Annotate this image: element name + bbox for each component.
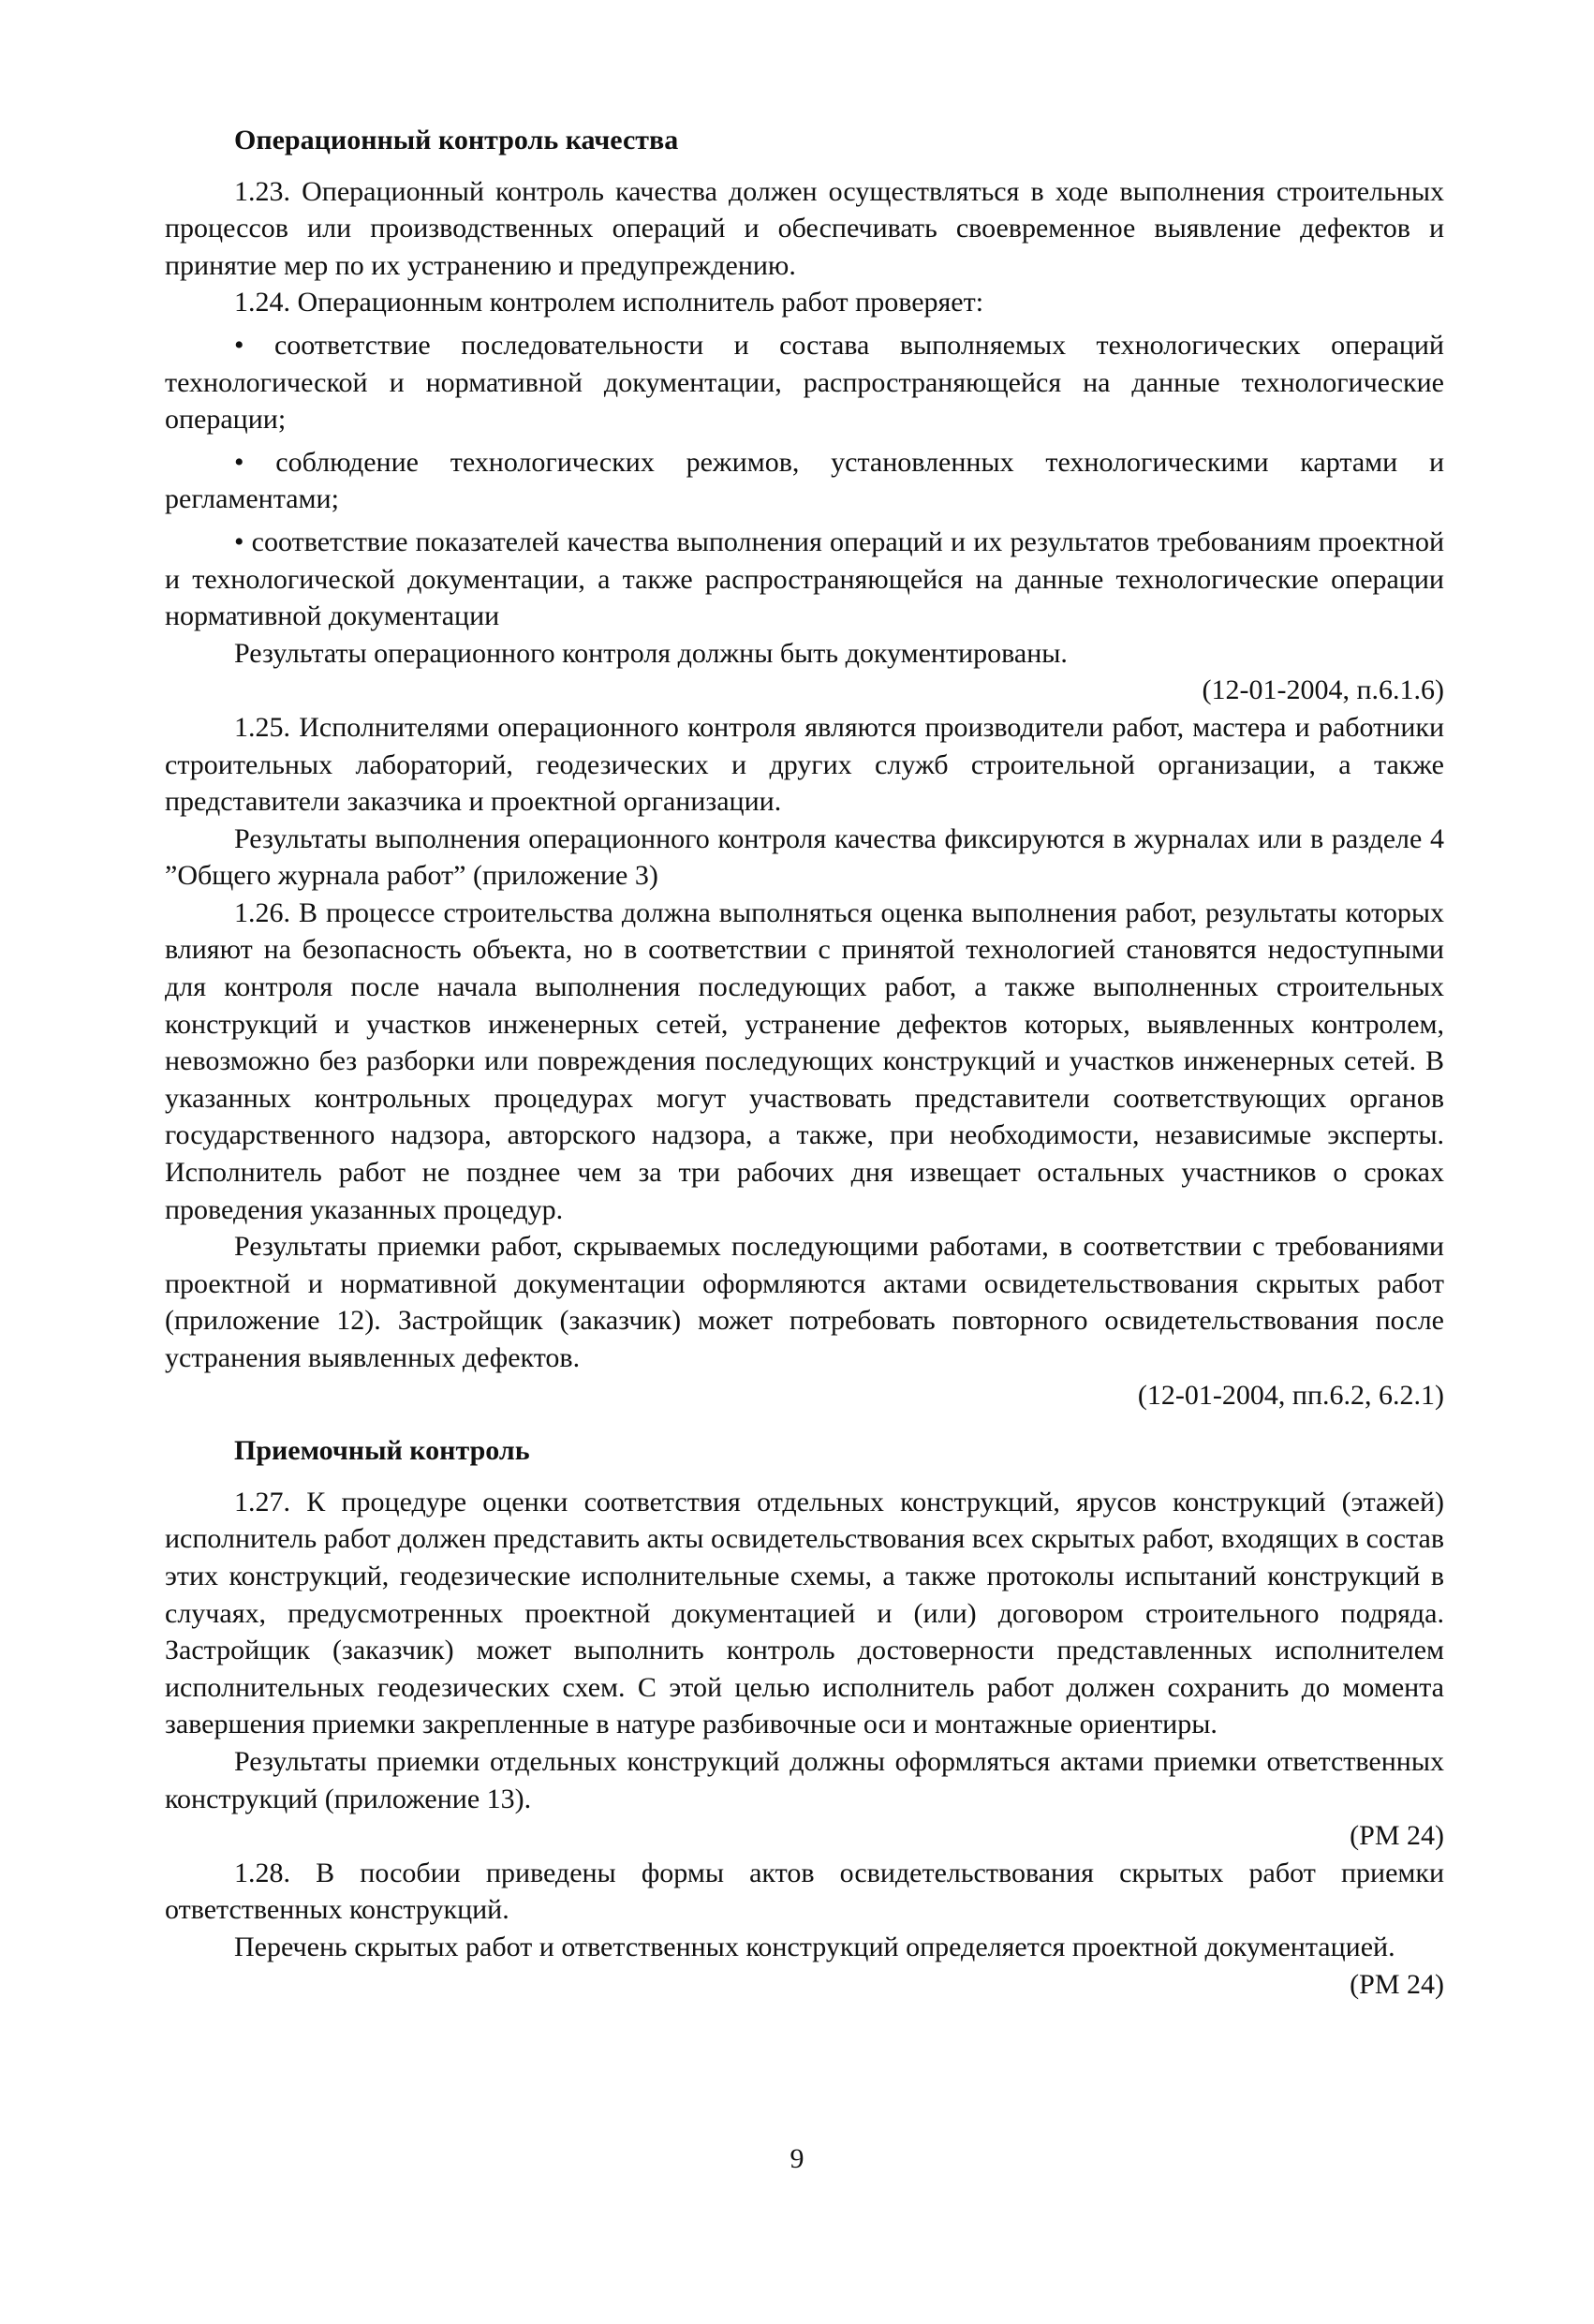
paragraph-hidden-works-list: Перечень скрытых работ и ответственных конструкций определяется проектной документацией. xyxy=(234,1931,1395,1962)
paragraph-1-24: 1.24. Операционным контролем исполнитель работ проверяет: xyxy=(234,287,984,318)
reference-note: (РМ 24) xyxy=(1350,1820,1444,1852)
section-heading-operational-control: Операционный контроль качества xyxy=(234,125,679,155)
paragraph-1-25: 1.25. Исполнителями операционного контроля являются производители работ, мастера и работники строительных лабораторий, геодезических и других служб строительной организации, а также представители заказчика и проектной организации. xyxy=(165,711,1444,818)
paragraph-structures-acceptance: Результаты приемки отдельных конструкций должны оформляться актами приемки ответственных конструкций (приложение 13). xyxy=(165,1745,1444,1814)
paragraph-1-28: 1.28. В пособии приведены формы актов освидетельствования скрытых работ приемки ответственных конструкций. xyxy=(165,1857,1444,1926)
section-heading-acceptance-control: Приемочный контроль xyxy=(234,1435,530,1467)
paragraph-1-26: 1.26. В процессе строительства должна выполняться оценка выполнения работ, результаты которых влияют на безопасность объекта, но в соответствии с принятой технологией становятся недоступными для контроля после начала выполнения последующих работ, а также выполненных строительных конструкций и участков инженерных сетей, устранение дефектов которых, выявленных контролем, невозможно без разборки или повреждения последующих конструкций и участков инженерных сетей. В указанных контрольных процедурах могут участвовать представители соответствующих органов государственного надзора, авторского надзора, а также, при необходимости, независимые эксперты. Исполнитель работ не позднее чем за три рабочих дня извещает остальных участников о сроках проведения указанных процедур. xyxy=(165,896,1444,1225)
reference-note: (РМ 24) xyxy=(1350,1968,1444,2000)
bullet-item-quality: • соответствие показателей качества выполнения операций и их результатов требованиям проектной и технологической документации, а также распространяющейся на данные технологические операции нормативной документации xyxy=(165,525,1444,632)
paragraph-1-23: 1.23. Операционный контроль качества должен осуществляться в ходе выполнения строительных процессов или производственных операций и обеспечивать своевременное выявление дефектов и принятие мер по их устранению и предупреждению. xyxy=(165,175,1444,281)
paragraph-1-27: 1.27. К процедуре оценки соответствия отдельных конструкций, ярусов конструкций (этажей) исполнитель работ должен представить акты освидетельствования всех скрытых работ, входящих в состав этих конструкций, геодезические исполнительные схемы, а также протоколы испытаний конструкций в случаях, предусмотренных проектной документацией и (или) договором строительного подряда. Застройщик (заказчик) может выполнить контроль достоверности представленных исполнителем исполнительных геодезических схем. С этой целью исполнитель работ должен сохранить до момента завершения приемки закрепленные в натуре разбивочные оси и монтажные ориентиры. xyxy=(165,1486,1444,1740)
document-page xyxy=(165,122,1444,2003)
paragraph-results-documented: Результаты операционного контроля должны быть документированы. xyxy=(234,637,1068,669)
bullet-item-sequence: • соответствие последовательности и состава выполняемых технологических операций технологической и нормативной документации, распространяющейся на данные технологические операции; xyxy=(165,329,1444,436)
paragraph-results-journal: Результаты выполнения операционного контроля качества фиксируются в журналах или в разделе 4 ”Общего журнала работ” (приложение 3) xyxy=(165,822,1444,892)
bullet-item-regimes: • соблюдение технологических режимов, установленных технологическими картами и регламентами; xyxy=(165,446,1444,515)
page-number: 9 xyxy=(790,2143,804,2174)
reference-note: (12-01-2004, пп.6.2, 6.2.1) xyxy=(1137,1379,1444,1411)
reference-note: (12-01-2004, п.6.1.6) xyxy=(1202,674,1444,706)
paragraph-hidden-works-acceptance: Результаты приемки работ, скрываемых последующими работами, в соответствии с требованиями проектной и нормативной документации оформляются актами освидетельствования скрытых работ (приложение 12). Застройщик (заказчик) может потребовать повторного освидетельствования после устранения выявленных дефектов. xyxy=(165,1231,1444,1373)
